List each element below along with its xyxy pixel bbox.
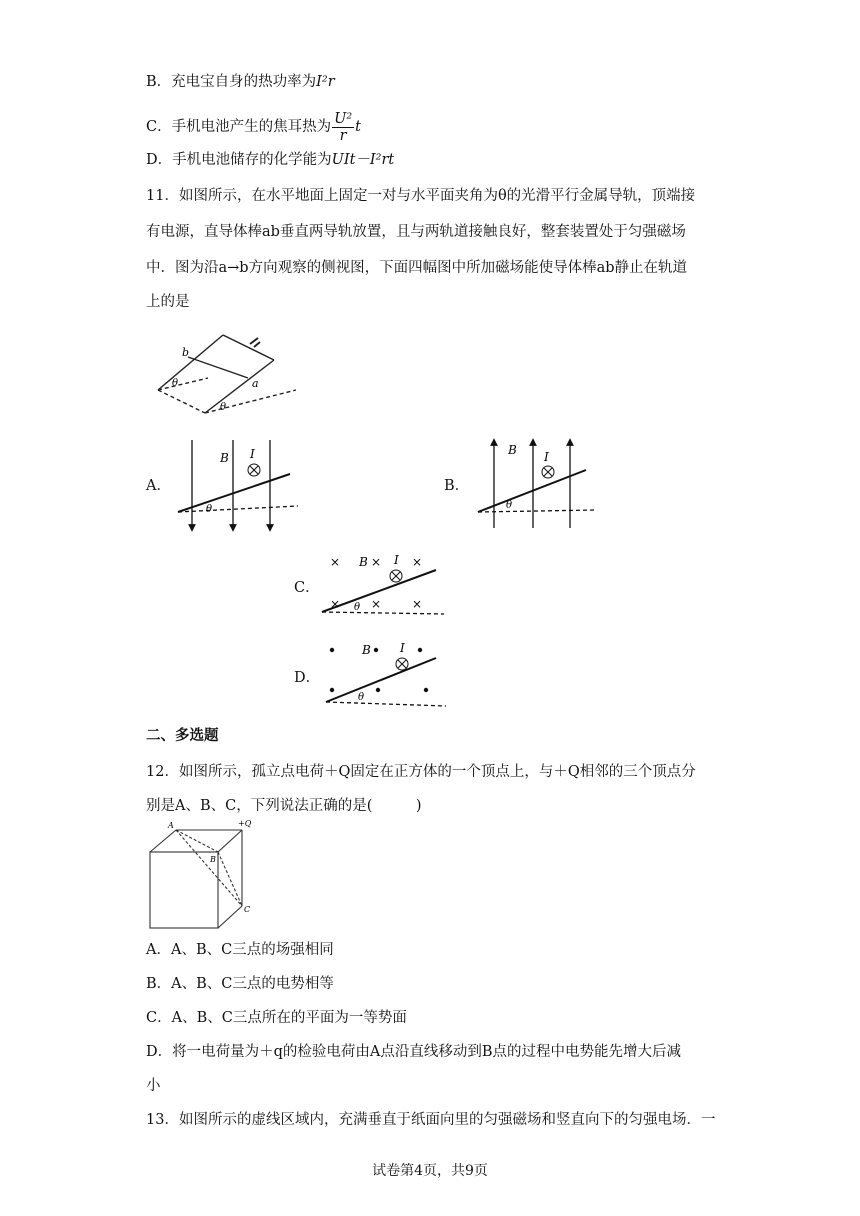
theta-label: θ [206, 504, 213, 515]
label-a: a [252, 377, 259, 390]
q11-option-b-label: B． [444, 478, 470, 494]
label-b: b [182, 346, 190, 359]
vertex-c-label: C [244, 905, 251, 914]
q12-option-d-cont: 小 [146, 1078, 161, 1094]
q12-line-1: 12．如图所示，孤立点电荷＋Q固定在正方体的一个顶点上，与＋Q相邻的三个顶点分 [146, 764, 696, 780]
theta-label: θ [358, 692, 365, 703]
theta-label: θ [220, 402, 227, 413]
q13-line-1: 13．如图所示的虚线区域内，充满垂直于纸面向里的匀强磁场和竖直向下的匀强电场．一 [146, 1112, 716, 1128]
current-label-i: I [250, 447, 255, 461]
svg-text:×: × [330, 597, 341, 611]
svg-text:×: × [412, 555, 423, 569]
svg-text:×: × [330, 555, 341, 569]
svg-text:×: × [412, 597, 423, 611]
svg-text:×: × [371, 555, 382, 569]
q10-option-c: C．手机电池产生的焦耳热为 $\frac{\text{U²}}{r}$ t [146, 110, 361, 144]
q11-line-3: 中．图为沿a→b方向观察的侧视图，下面四幅图中所加磁场能使导体棒ab静止在轨道 [146, 260, 687, 276]
charge-q-label: +Q [238, 819, 252, 828]
theta-label: θ [354, 602, 361, 613]
field-dot-marks [330, 648, 428, 692]
option-b-figure [470, 436, 605, 536]
vertex-b-label: B [210, 855, 216, 864]
q10-option-d: D．手机电池储存的化学能为UIt－I²rt [146, 152, 395, 168]
current-label-i: I [394, 553, 399, 567]
option-d-figure [316, 640, 451, 712]
q10-option-b: B．充电宝自身的热功率为I²r [146, 74, 335, 90]
option-c-figure [316, 552, 451, 622]
current-label-i: I [544, 450, 549, 464]
field-cross-marks [330, 555, 422, 611]
page-footer: 试卷第4页，共9页 [372, 1163, 488, 1179]
q12-line-2: 别是A、B、C，下列说法正确的是( ) [146, 798, 422, 814]
vertex-a-label: A [168, 821, 174, 830]
q12-option-d: D．将一电荷量为＋q的检验电荷由A点沿直线移动到B点的过程中电势能先增大后减 [146, 1044, 682, 1060]
q11-option-d-label: D． [294, 670, 321, 686]
field-label-b: B [359, 555, 368, 569]
field-label-b: B [220, 451, 229, 465]
section-heading: 二、多选题 [146, 728, 219, 744]
field-label-b: B [362, 643, 371, 657]
field-label-b: B [508, 443, 517, 457]
rail-diagram [148, 320, 298, 420]
q11-option-c-label: C． [294, 580, 320, 596]
q12-option-b: B．A、B、C三点的电势相等 [146, 976, 334, 992]
q11-line-4: 上的是 [146, 294, 190, 310]
q11-option-a-label: A． [146, 478, 171, 494]
svg-text:×: × [371, 597, 382, 611]
fraction: $\frac{\text{U²}}{r}$ [334, 110, 353, 144]
cube-diagram [146, 818, 266, 934]
q12-option-c: C．A、B、C三点所在的平面为一等势面 [146, 1010, 407, 1026]
option-a-figure [170, 436, 305, 536]
q12-option-a: A．A、B、C三点的场强相同 [146, 942, 334, 958]
theta-label: θ [506, 500, 513, 511]
q11-line-2: 有电源，直导体棒ab垂直两导轨放置，且与两轨道接触良好，整套装置处于匀强磁场 [146, 224, 686, 240]
current-label-i: I [400, 641, 405, 655]
q11-line-1: 11．如图所示，在水平地面上固定一对与水平面夹角为θ的光滑平行金属导轨，顶端接 [146, 188, 696, 204]
theta-label: θ [172, 378, 179, 389]
